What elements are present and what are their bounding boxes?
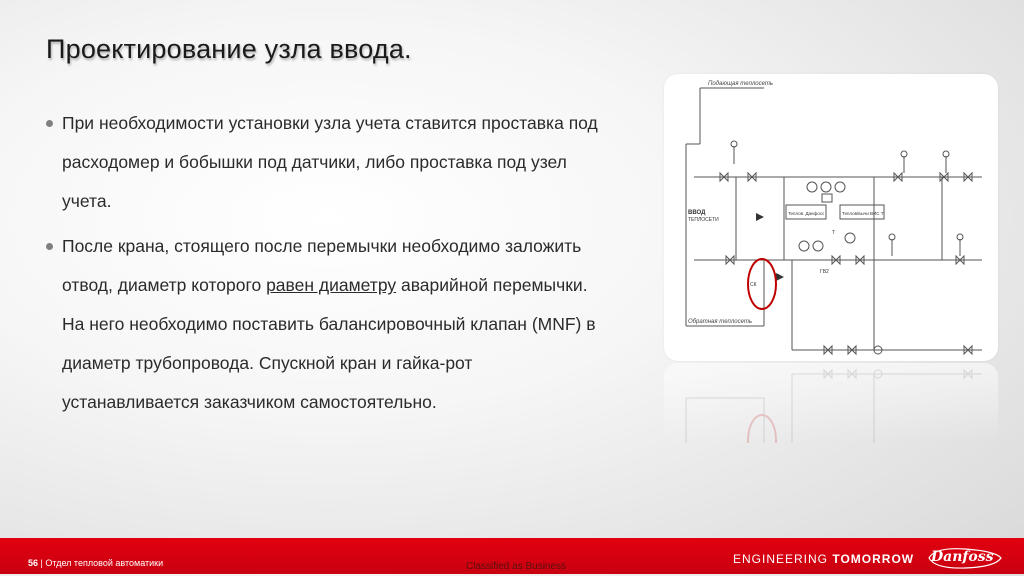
footer-bar [0, 538, 1024, 574]
tagline-part-1: ENGINEERING [733, 552, 829, 566]
diagram-reflection [664, 363, 998, 443]
danfoss-logo [925, 545, 1005, 571]
bullet-text-after: аварийной перемычки. На него необходимо поставить балансировочный клапан (MNF) в диаметр трубопровода. Спускной кран и гайка-рот устанавливается заказчиком самостоятельно. [62, 275, 596, 412]
input-label: ВВОД [688, 210, 706, 216]
highlight-ellipse [748, 415, 776, 443]
bullet-item [46, 227, 606, 421]
piping-diagram [664, 74, 998, 361]
bullet-list [46, 104, 606, 428]
meter-label-2: Теплов/вычи ВИС Т [842, 211, 884, 216]
bullet-item [46, 104, 606, 220]
supply-label: Подающая теплосеть [708, 81, 774, 87]
footer-left [28, 558, 163, 568]
bullet-dot-icon [46, 243, 53, 250]
slide-title: Проектирование узла ввода. [46, 34, 412, 64]
marker-label: ГВ2 [820, 269, 829, 275]
heatnet-label: ТЕПЛОСЕТИ [688, 217, 719, 223]
tagline [733, 552, 914, 566]
tagline-part-2: TOMORROW [832, 552, 915, 566]
classification-label: Classified as Business [466, 561, 567, 572]
page-number: 56 [28, 558, 39, 568]
meter-label-1: Теплов. Данфосс [788, 211, 825, 216]
department-label: Отдел тепловой автоматики [45, 558, 164, 568]
marker-label: Т [832, 230, 836, 236]
bullet-link[interactable]: равен диаметру [266, 275, 397, 296]
footer-separator: | [40, 558, 43, 568]
marker-label: СК [750, 282, 757, 288]
return-label: Обратная теплосеть [688, 319, 753, 325]
marker-label: Т [776, 274, 780, 280]
bullet-text: При необходимости установки узла учета ставится проставка под расходомер и бобышки под датчики, либо проставка под узел учета. [62, 113, 598, 211]
piping-diagram-drawing [664, 74, 998, 361]
logo-text: Danfoss [931, 549, 994, 565]
diagram-reflection-drawing [664, 363, 998, 443]
bullet-text-before: После крана, стоящего после перемычки необходимо заложить отвод, диаметр которого [62, 236, 582, 296]
bullet-dot-icon [46, 120, 53, 127]
